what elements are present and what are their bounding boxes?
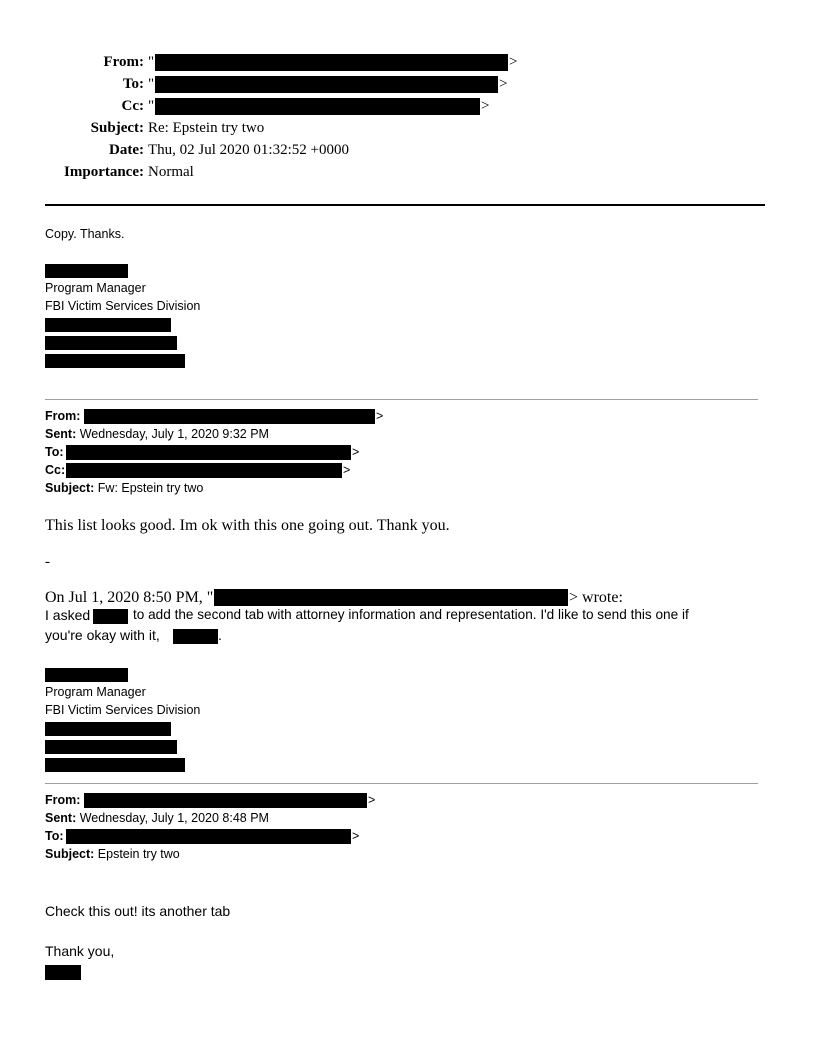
msg2-to-label: To: xyxy=(45,445,64,459)
signature-division: FBI Victim Services Division xyxy=(45,703,201,717)
msg3-subject-line xyxy=(45,847,180,861)
redaction-box xyxy=(84,409,375,424)
header-to-quote: " xyxy=(148,76,155,92)
header-divider xyxy=(45,204,765,206)
redaction-box xyxy=(66,445,351,460)
reply-body: Copy. Thanks. xyxy=(45,227,125,241)
msg2-body: This list looks good. Im ok with this one going out. Thank you. xyxy=(45,517,450,534)
header-from-label: From: xyxy=(103,54,144,70)
msg3-sent-value: Wednesday, July 1, 2020 8:48 PM xyxy=(76,811,269,825)
header-cc-suffix: > xyxy=(481,98,490,114)
redaction-box xyxy=(173,629,218,644)
msg3-sent-line xyxy=(45,811,269,825)
redaction-box xyxy=(214,589,568,606)
msg2-subject-value: Fw: Epstein try two xyxy=(94,481,204,495)
quote-line2-start: you're okay with it, xyxy=(45,627,160,643)
quote-line2-end: . xyxy=(218,627,222,643)
quote-line1-rest: to add the second tab with attorney information and representation. I'd like to send this one if xyxy=(133,607,689,622)
msg2-cc-suffix: > xyxy=(343,463,351,477)
msg3-to-suffix: > xyxy=(352,829,360,843)
msg2-from-line xyxy=(45,409,80,423)
quote-attribution-suffix: > wrote: xyxy=(569,589,623,606)
msg3-subject-value: Epstein try two xyxy=(94,847,180,861)
redaction-box xyxy=(155,98,480,115)
redaction-box xyxy=(84,793,367,808)
msg3-from-line xyxy=(45,793,80,807)
header-from-suffix: > xyxy=(509,54,518,70)
header-date-value: Thu, 02 Jul 2020 01:32:52 +0000 xyxy=(148,142,349,158)
redaction-box xyxy=(93,609,128,624)
msg3-to-line xyxy=(45,829,64,843)
header-subject-label: Subject: xyxy=(90,120,144,136)
redaction-box xyxy=(45,740,177,754)
redaction-box xyxy=(66,463,342,478)
msg2-from-suffix: > xyxy=(376,409,384,423)
msg3-body: Check this out! its another tab xyxy=(45,903,231,919)
header-date-label: Date: xyxy=(109,142,144,158)
message-divider xyxy=(45,399,758,400)
signature-title: Program Manager xyxy=(45,685,146,699)
redaction-box xyxy=(45,668,128,682)
quote-attribution-prefix: On Jul 1, 2020 8:50 PM, " xyxy=(45,589,214,606)
redaction-box xyxy=(45,318,171,332)
redaction-box xyxy=(45,722,171,736)
signature-division: FBI Victim Services Division xyxy=(45,299,201,313)
msg2-sent-label: Sent: xyxy=(45,427,77,441)
msg3-from-suffix: > xyxy=(368,793,376,807)
header-importance-value: Normal xyxy=(148,164,194,180)
redaction-box xyxy=(45,264,128,278)
msg2-subject-label: Subject: xyxy=(45,481,95,495)
msg3-from-label: From: xyxy=(45,793,81,807)
msg2-sent-value: Wednesday, July 1, 2020 9:32 PM xyxy=(76,427,269,441)
redaction-box xyxy=(45,758,185,772)
redaction-box xyxy=(155,54,508,71)
msg2-to-line xyxy=(45,445,64,459)
signature-title: Program Manager xyxy=(45,281,146,295)
header-cc-label: Cc: xyxy=(121,98,144,114)
header-subject-value: Re: Epstein try two xyxy=(148,120,265,136)
header-to-label: To: xyxy=(122,76,144,92)
quote-line1-start: I asked xyxy=(45,607,91,623)
msg2-subject-line xyxy=(45,481,203,495)
msg3-subject-label: Subject: xyxy=(45,847,95,861)
header-from-quote: " xyxy=(148,54,155,70)
msg2-from-label: From: xyxy=(45,409,81,423)
msg3-closing: Thank you, xyxy=(45,943,115,959)
redaction-box xyxy=(45,336,177,350)
redaction-box xyxy=(45,354,185,368)
redaction-box xyxy=(66,829,351,844)
msg2-dash: - xyxy=(45,554,50,570)
msg2-sent-line xyxy=(45,427,269,441)
header-cc-quote: " xyxy=(148,98,155,114)
msg2-to-suffix: > xyxy=(352,445,360,459)
redaction-box xyxy=(45,965,81,980)
redaction-box xyxy=(155,76,498,93)
msg3-to-label: To: xyxy=(45,829,64,843)
header-to-suffix: > xyxy=(499,76,508,92)
msg3-sent-label: Sent: xyxy=(45,811,77,825)
msg2-cc-label: Cc: xyxy=(45,463,66,477)
header-importance-label: Importance: xyxy=(64,164,144,180)
message-divider xyxy=(45,783,758,784)
msg2-cc-line xyxy=(45,463,65,477)
